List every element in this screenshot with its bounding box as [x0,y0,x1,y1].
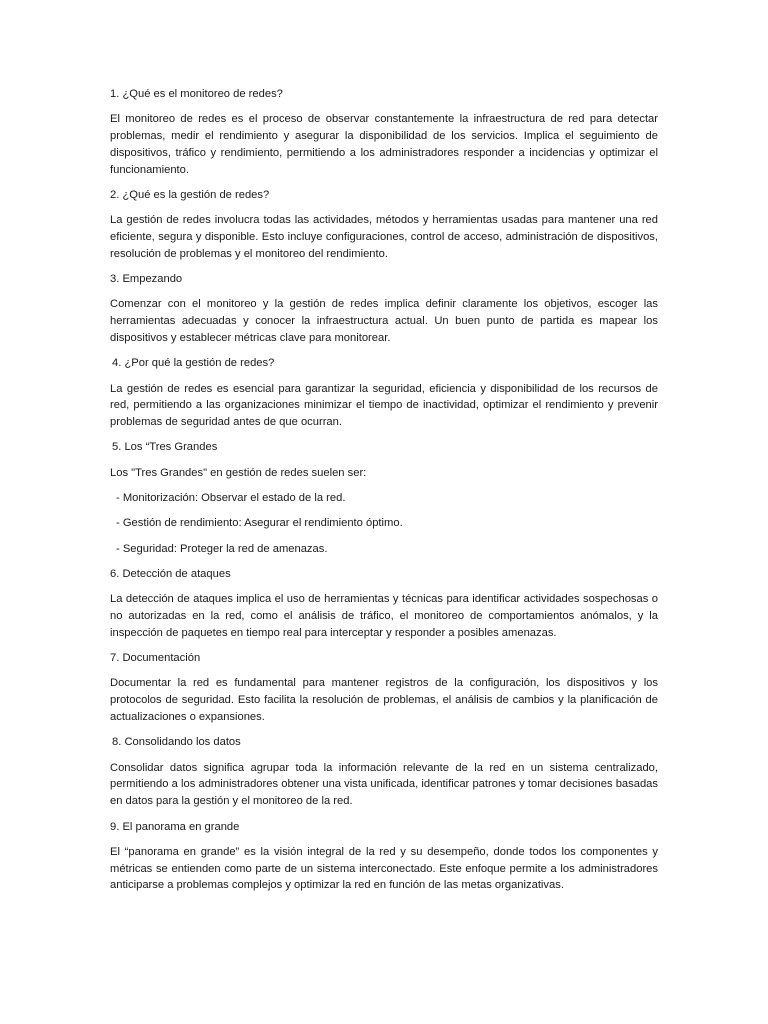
section-paragraph: La gestión de redes involucra todas las actividades, métodos y herramientas usadas para mantener una red eficiente, segura y disponible. Esto incluye configuraciones, control de acceso, administración de dispositivos, resolución de problemas y el monitoreo del rendimiento. [110,214,658,260]
list-item: - Gestión de rendimiento: Asegurar el rendimiento óptimo. [116,517,403,530]
section-heading: 4. ¿Por qué la gestión de redes? [112,357,275,370]
section-1 [110,86,658,178]
section-heading: 2. ¿Qué es la gestión de redes? [110,188,270,201]
section-2 [110,187,658,263]
section-8 [110,734,658,810]
section-paragraph: Comenzar con el monitoreo y la gestión de redes implica definir claramente los objetivos, escoger las herramientas adecuadas y conocer la infraestructura actual. Un buen punto de partida es mapear los dispositivos y establecer métricas clave para monitorear. [110,298,658,344]
document-page [110,86,658,903]
section-4 [110,355,658,431]
section-9 [110,819,658,895]
section-heading: 6. Detección de ataques [110,568,231,581]
section-5 [110,439,658,557]
section-7 [110,650,658,726]
section-3 [110,271,658,347]
section-paragraph: La gestión de redes es esencial para garantizar la seguridad, eficiencia y disponibilidad de los recursos de red, permitiendo a las organizaciones minimizar el tiempo de inactividad, optimizar el rendimiento y prevenir problemas de seguridad antes de que ocurran. [110,382,658,429]
section-heading: 5. Los “Tres Grandes [112,441,218,454]
section-paragraph: El “panorama en grande” es la visión integral de la red y su desempeño, donde todos los componentes y métricas se entienden como parte de un sistema interconectado. Este enfoque permite a los administradores anticiparse a problemas complejos y optimizar la red en función de las metas organizativas. [110,845,658,892]
list-item: - Monitorización: Observar el estado de la red. [116,491,346,504]
section-paragraph: El monitoreo de redes es el proceso de observar constantemente la infraestructura de red para detectar problemas, medir el rendimiento y asegurar la disponibilidad de los servicios. Implica el seguimiento de dispositivos, tráfico y rendimiento, permitiendo a los administradores responder a incidencias y optimizar el funcionamiento. [110,113,658,176]
list-item: - Seguridad: Proteger la red de amenazas. [116,542,328,555]
section-heading: 1. ¿Qué es el monitoreo de redes? [110,88,283,100]
section-paragraph: La detección de ataques implica el uso de herramientas y técnicas para identificar actividades sospechosas o no autorizadas en la red, como el análisis de tráfico, el monitoreo de comportamientos anómalos, y la inspección de paquetes en tiempo real para interceptar y responder a posibles amenazas. [110,593,658,639]
section-paragraph: Documentar la red es fundamental para mantener registros de la configuración, los dispositivos y los protocolos de seguridad. Esto facilita la resolución de problemas, el análisis de cambios y la planificación de actualizaciones o expansiones. [110,677,658,723]
section-heading: 3. Empezando [110,273,183,286]
section-heading: 7. Documentación [110,652,201,665]
section-heading: 8. Consolidando los datos [112,736,241,749]
section-paragraph: Los "Tres Grandes" en gestión de redes suelen ser: [110,466,367,479]
section-paragraph: Consolidar datos significa agrupar toda la información relevante de la red en un sistema centralizado, permitiendo a los administradores obtener una vista unificada, identificar patrones y tomar decisiones basadas en datos para la gestión y el monitoreo de la red. [110,761,658,808]
section-heading: 9. El panorama en grande [110,820,240,833]
section-6 [110,566,658,642]
